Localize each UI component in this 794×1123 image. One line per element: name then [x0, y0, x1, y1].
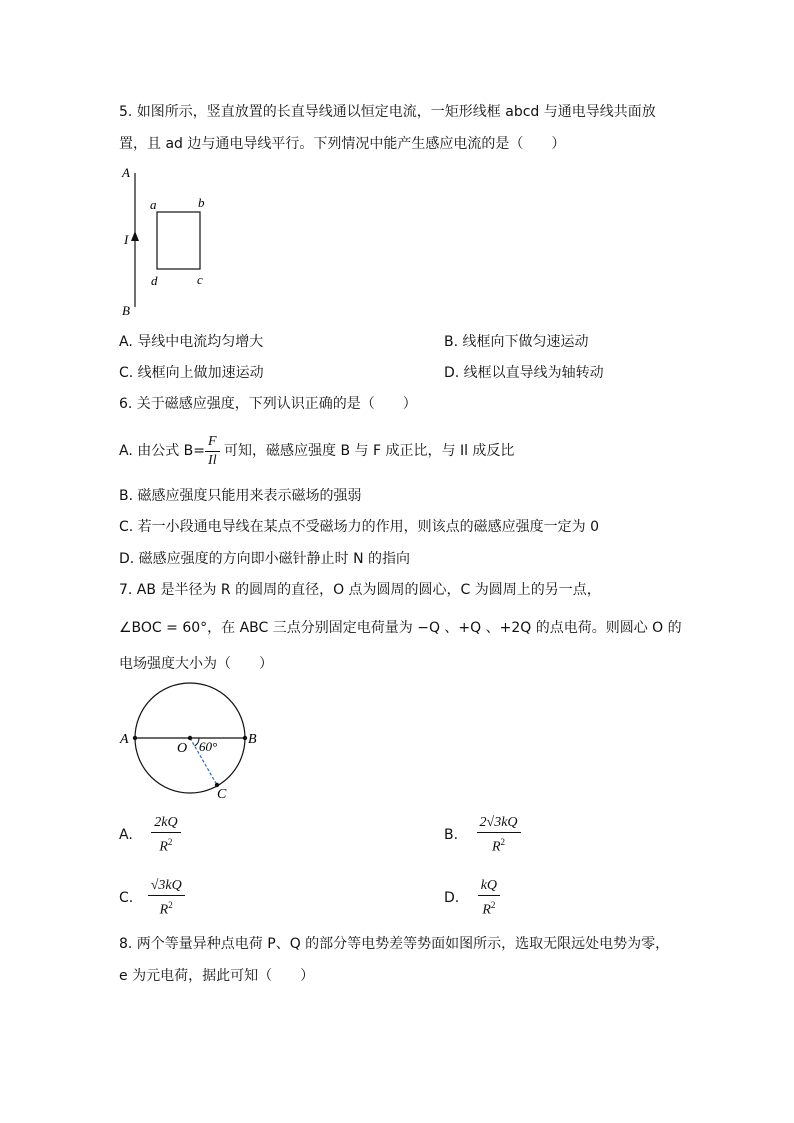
q5-stem-line1: 5. 如图所示，竖直放置的长直导线通以恒定电流，一矩形线框 abcd 与通电导线共面放: [119, 104, 656, 120]
q5-option-c[interactable]: C. 线框向上做加速运动: [119, 365, 264, 381]
q7-c-numerator: √3kQ: [148, 877, 185, 896]
q6-fraction-numerator: F: [205, 433, 220, 452]
q7-option-c-label: C.: [119, 890, 134, 906]
q7-option-a[interactable]: [119, 813, 181, 857]
q6-option-a-suffix: 可知，磁感应强度 B 与 F 成正比，与 Il 成反比: [219, 443, 515, 459]
q7-option-c-fraction: [148, 877, 185, 920]
q8-stem-line2: e 为元电荷，据此可知（ ）: [119, 968, 315, 984]
q5-label-b: b: [198, 195, 205, 210]
q5-option-d[interactable]: D. 线框以直导线为轴转动: [444, 365, 604, 381]
q7-option-d-label: D.: [444, 890, 460, 906]
q7-figure: [115, 681, 270, 801]
q7-d-denominator: $R^2$: [482, 899, 496, 918]
q5-label-I: I: [124, 232, 129, 247]
q7-label-O: O: [177, 741, 188, 756]
q7-c-denominator: $R^2$: [159, 899, 173, 918]
q7-label-angle: 60°: [199, 739, 218, 754]
q6-option-c[interactable]: C. 若一小段通电导线在某点不受磁场力的作用，则该点的磁感应强度一定为 0: [119, 519, 600, 535]
q6-formula-fraction: [205, 433, 220, 470]
q7-option-a-fraction: [151, 814, 180, 857]
q6-option-a[interactable]: [119, 432, 514, 470]
q7-a-numerator: 2kQ: [151, 814, 180, 833]
q7-option-b-fraction: [477, 814, 521, 857]
q7-label-A: A: [120, 732, 129, 747]
q7-option-a-label: A.: [119, 827, 133, 843]
q7-label-C: C: [217, 787, 227, 801]
q7-option-d-fraction: [478, 877, 500, 920]
q5-figure: [115, 163, 225, 321]
q6-stem: 6. 关于磁感应强度，下列认识正确的是（ ）: [119, 396, 417, 412]
q6-option-b[interactable]: B. 磁感应强度只能用来表示磁场的强弱: [119, 488, 362, 504]
q5-stem-line2: 置，且 ad 边与通电导线平行。下列情况中能产生感应电流的是（ ）: [119, 136, 566, 152]
q7-stem-line3: 电场强度大小为（ ）: [119, 656, 273, 672]
q7-option-b[interactable]: [444, 813, 521, 857]
q7-option-d[interactable]: [444, 876, 500, 920]
q7-option-c[interactable]: [119, 876, 185, 920]
q7-stem-line2: ∠BOC = 60°，在 ABC 三点分别固定电荷量为 −Q 、+Q 、+2Q 的点电荷。则圆心 O 的: [119, 620, 682, 636]
q5-label-B: B: [122, 303, 130, 318]
q7-option-b-label: B.: [444, 827, 459, 843]
q8-stem-line1: 8. 两个等量异种点电荷 P、Q 的部分等电势差等势面如图所示，选取无限远处电势为零，: [119, 936, 670, 952]
q7-a-denominator: $R^2$: [159, 836, 173, 855]
q7-label-B: B: [248, 732, 257, 747]
q5-label-a: a: [150, 197, 157, 212]
q7-stem-line1: 7. AB 是半径为 R 的圆周的直径，O 点为圆周的圆心，C 为圆周上的另一点，: [119, 582, 601, 598]
q7-d-numerator: kQ: [478, 877, 500, 896]
q5-label-A: A: [122, 165, 130, 180]
q5-label-c: c: [197, 272, 203, 287]
q6-option-d[interactable]: D. 磁感应强度的方向即小磁针静止时 N 的指向: [119, 551, 411, 567]
q5-label-d: d: [151, 273, 158, 288]
q7-b-denominator: $R^2$: [491, 836, 506, 855]
q7-b-numerator: 2√3kQ: [477, 814, 521, 833]
q6-option-a-prefix: A. 由公式 B=: [119, 443, 206, 459]
q5-option-a[interactable]: A. 导线中电流均匀增大: [119, 334, 264, 350]
q5-option-b[interactable]: B. 线框向下做匀速运动: [444, 334, 589, 350]
q6-fraction-denominator: Il: [208, 452, 217, 468]
